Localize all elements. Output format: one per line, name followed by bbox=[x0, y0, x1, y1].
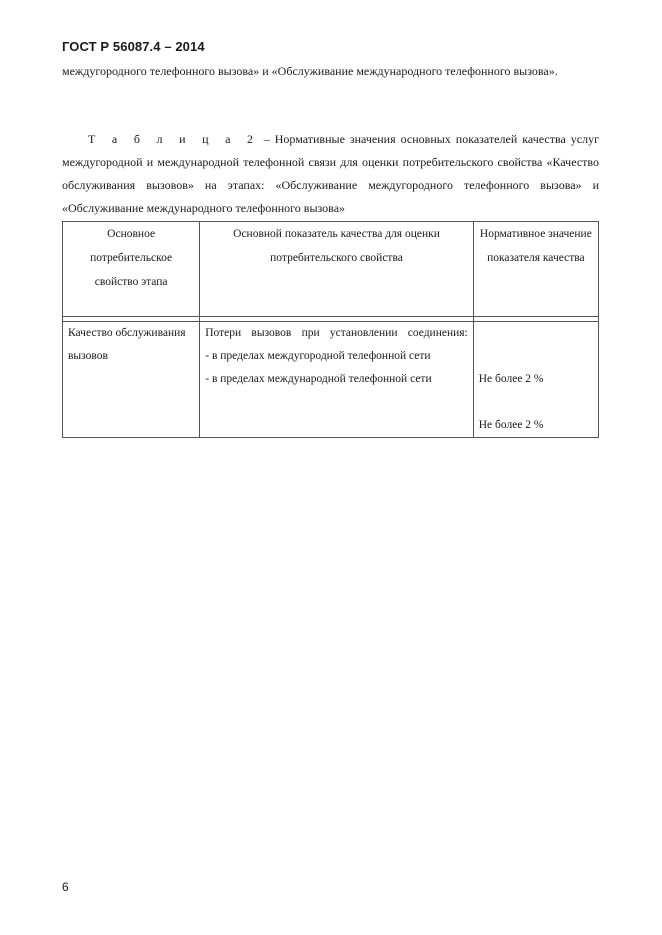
cell-values bbox=[473, 322, 598, 438]
value-long-distance: Не более 2 % bbox=[478, 373, 544, 385]
table-caption-label: Т а б л и ц а 2 bbox=[88, 132, 259, 146]
cell-indicator bbox=[200, 322, 474, 438]
table-caption bbox=[62, 128, 599, 220]
table-caption-text: – Нормативные значения основных показателей качества услуг междугородной и международной телефонной связи для оценки потребительского свойства «Качество обслуживания вызовов» на этапах: «Обслуживание междугородного телефонного вызова» и «Обслуживание международного телефонного вызова» bbox=[62, 132, 600, 215]
table-header-row bbox=[63, 222, 599, 317]
norms-table bbox=[62, 221, 599, 438]
value-international: Не более 2 % bbox=[478, 419, 544, 431]
header-property: Основное потребительское свойство этапа bbox=[63, 222, 200, 317]
cell-property: Качество обслуживания вызовов bbox=[63, 322, 200, 438]
table-row bbox=[63, 322, 599, 438]
header-value: Нормативное значение показателя качества bbox=[473, 222, 598, 317]
document-header: ГОСТ Р 56087.4 – 2014 bbox=[62, 39, 205, 54]
header-indicator: Основной показатель качества для оценки потребительского свойства bbox=[200, 222, 474, 317]
indicator-item-international: - в пределах международной телефонной сети bbox=[205, 373, 432, 385]
indicator-title: Потери вызовов при установлении соединения: bbox=[205, 327, 468, 339]
indicator-item-long-distance: - в пределах междугородной телефонной сети bbox=[205, 350, 431, 362]
intro-paragraph: междугородного телефонного вызова» и «Обслуживание международного телефонного вызова». bbox=[62, 64, 558, 78]
page-number: 6 bbox=[62, 880, 69, 894]
